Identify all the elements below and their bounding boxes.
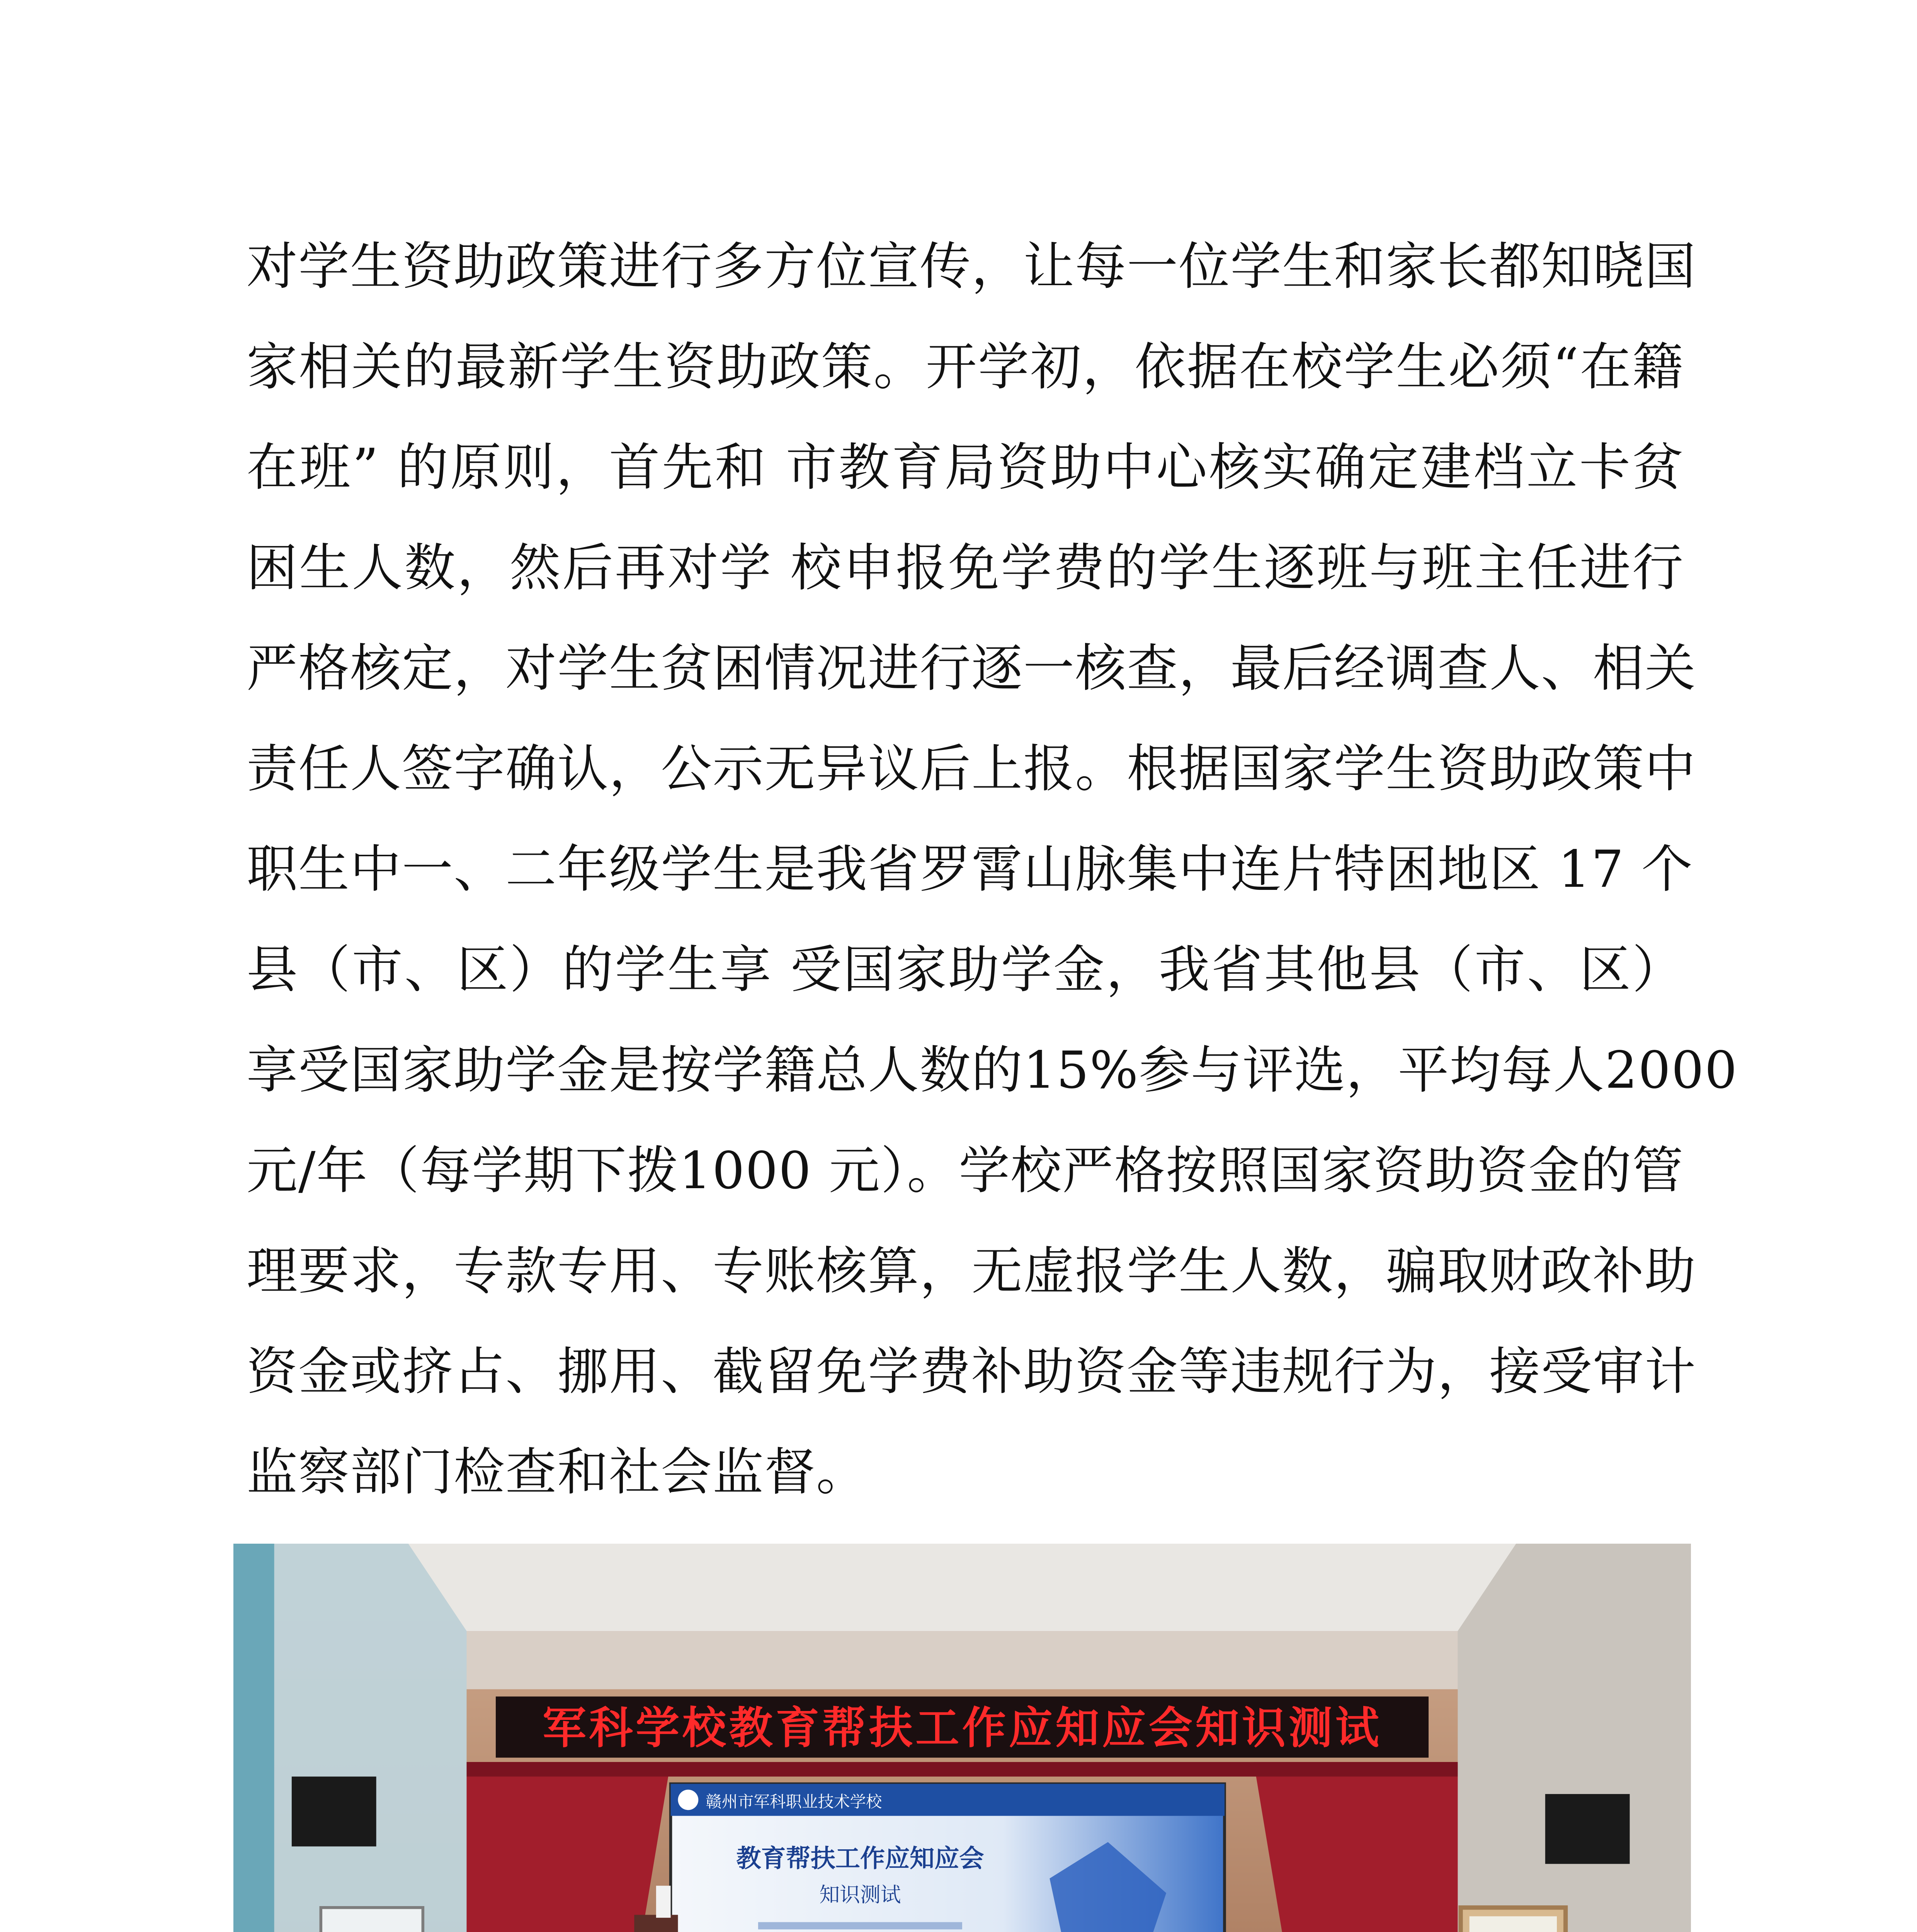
body-line-9: 享受国家助学金是按学籍总人数的15%参与评选，平均每人2000 — [247, 1041, 1738, 1100]
body-paragraph — [247, 216, 1738, 1522]
body-line-8: 县（市、区）的学生享 受国家助学金，我省其他县（市、区） — [247, 940, 1684, 1000]
body-line-4: 困生人数，然后再对学 校申报免学费的学生逐班与班主任进行 — [247, 538, 1684, 598]
screen-title: 教育帮扶工作应知应会 — [736, 1844, 984, 1873]
body-line-5: 严格核定，对学生贫困情况进行逐一核查，最后经调查人、相关 — [247, 639, 1696, 698]
auditorium-photo — [233, 1544, 1691, 1932]
body-line-2: 家相关的最新学生资助政策。开学初，依据在校学生必须“在籍 — [247, 337, 1684, 397]
led-banner-text: 军科学校教育帮扶工作应知应会知识测试 — [542, 1702, 1382, 1754]
body-line-1: 对学生资助政策进行多方位宣传，让每一位学生和家长都知晓国 — [247, 237, 1696, 296]
body-line-6: 责任人签字确认，公示无异议后上报。根据国家学生资助政策中 — [247, 739, 1696, 799]
auditorium-photo-illustration — [233, 1544, 1691, 1932]
body-line-10: 元/年（每学期下拨1000 元）。学校严格按照国家资助资金的管 — [247, 1141, 1684, 1201]
body-line-12: 资金或挤占、挪用、截留免学费补助资金等违规行为，接受审计 — [247, 1342, 1696, 1401]
body-line-3: 在班” 的原则，首先和 市教育局资助中心核实确定建档立卡贫 — [247, 438, 1684, 497]
body-line-7: 职生中一、二年级学生是我省罗霄山脉集中连片特困地区 17 个 — [247, 840, 1693, 899]
screen-subtitle: 知识测试 — [819, 1883, 901, 1907]
screen-school-name: 赣州市军科职业技术学校 — [706, 1792, 882, 1811]
body-line-13: 监察部门检查和社会监督。 — [247, 1442, 868, 1502]
body-line-11: 理要求，专款专用、专账核算，无虚报学生人数，骗取财政补助 — [247, 1242, 1696, 1301]
